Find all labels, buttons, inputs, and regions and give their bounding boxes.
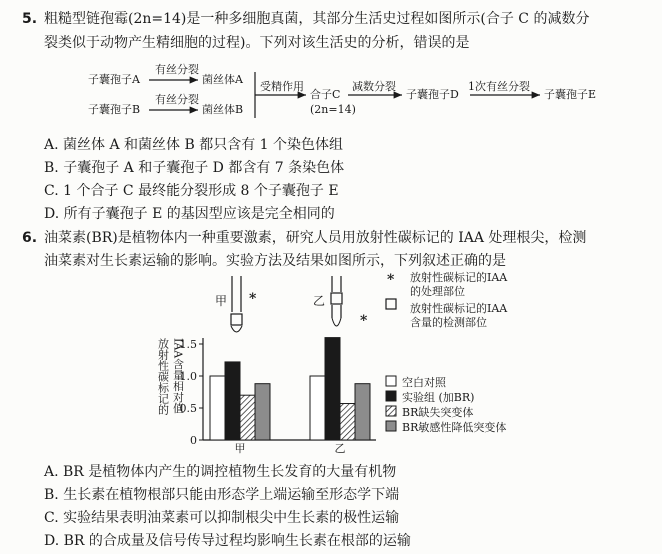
legend-label: 空白对照 <box>402 376 446 389</box>
bar-乙-BR缺失突变体 <box>340 404 355 440</box>
spore-a-label: 子囊孢子A <box>88 73 140 86</box>
q5-stem-line2: 裂类似于动物产生精细胞的过程)。下列对该生活史的分析，错误的是 <box>44 35 470 51</box>
q5-option-d: D. 所有子囊孢子 E 的基因型应该是完全相同的 <box>44 206 335 222</box>
zygote-ploidy-label: (2n=14) <box>310 103 356 116</box>
q5-option-c: C. 1 个合子 C 最终能分裂形成 8 个子囊孢子 E <box>44 183 339 199</box>
bar-乙-BR敏感性降低突变体 <box>355 384 370 440</box>
legend-swatch <box>386 421 396 431</box>
legend-label: 实验组 (加BR) <box>402 391 475 404</box>
bar-甲-BR敏感性降低突变体 <box>255 384 270 440</box>
q6-stem-line2: 油菜素对生长素运输的影响。实验方法及结果如图所示，下列叙述正确的是 <box>44 253 506 269</box>
legend-box-line1: 放射性碳标记的IAA <box>410 302 508 315</box>
legend-swatch <box>386 391 396 401</box>
bar-甲-空白对照 <box>210 376 225 440</box>
q6-option-a: A. BR 是植物体内产生的调控植物生长发育的大量有机物 <box>44 464 397 480</box>
bar-乙-实验组 (加BR) <box>325 338 340 440</box>
meiosis-label: 减数分裂 <box>352 80 396 93</box>
spore-b-label: 子囊孢子B <box>88 103 141 116</box>
q5-option-a: A. 菌丝体 A 和菌丝体 B 都只含有 1 个染色体组 <box>44 137 344 153</box>
bar-甲-实验组 (加BR) <box>225 362 240 440</box>
legend-star-icon: * <box>387 272 395 288</box>
q6-stem-line1: 油菜素(BR)是植物体内一种重要激素，研究人员用放射性碳标记的 IAA 处理根尖，检测 <box>44 230 587 246</box>
mitosis-b-label: 有丝分裂 <box>155 93 199 106</box>
spore-e-label: 子囊孢子E <box>544 88 597 101</box>
y-tick-label: 1.0 <box>179 370 197 383</box>
legend-star-line2: 的处理部位 <box>410 285 465 298</box>
fertilization-label: 受精作用 <box>260 80 304 93</box>
q5-option-b: B. 子囊孢子 A 和子囊孢子 D 都含有 7 条染色体 <box>44 160 345 176</box>
hypha-b-label: 菌丝体B <box>202 103 244 116</box>
q6-number: 6. <box>22 230 38 246</box>
q6-option-c: C. 实验结果表明油菜素可以抑制根尖中生长素的极性运输 <box>44 510 400 526</box>
legend-swatch <box>386 376 396 386</box>
q6-option-b: B. 生长素在植物根部只能由形态学上端运输至形态学下端 <box>44 487 400 503</box>
y-tick-label: 1.5 <box>179 338 197 351</box>
star-jia-icon: * <box>249 291 257 307</box>
hypha-a-label: 菌丝体A <box>202 73 243 86</box>
zygote-label: 合子C <box>310 88 341 101</box>
legend-swatch <box>386 406 396 416</box>
x-category-label: 乙 <box>334 442 346 455</box>
setup-label-yi: 乙 <box>313 294 326 308</box>
q5-stem-line1: 粗糙型链孢霉(2n=14)是一种多细胞真菌，其部分生活史过程如图所示(合子 C 的减数分 <box>44 11 590 27</box>
q5-number: 5. <box>22 11 38 27</box>
y-tick-label: 0 <box>190 434 197 447</box>
y-axis-label-2: IAA含量相对值 <box>171 338 185 414</box>
mitosis-a-label: 有丝分裂 <box>155 63 199 76</box>
one-mitosis-label: 1次有丝分裂 <box>468 80 530 93</box>
legend-box-line2: 含量的检测部位 <box>410 316 487 329</box>
y-axis-label-1: 放射性碳标记的 <box>156 338 170 415</box>
spore-d-label: 子囊孢子D <box>406 88 459 101</box>
legend-label: BR缺失突变体 <box>402 406 474 419</box>
legend-star-line1: 放射性碳标记的IAA <box>410 271 508 284</box>
star-yi-icon: * <box>360 313 368 329</box>
y-tick-label: 0.5 <box>179 402 197 415</box>
setup-label-jia: 甲 <box>215 294 228 308</box>
bar-甲-BR缺失突变体 <box>240 395 255 440</box>
q6-option-d: D. BR 的合成量及信号传导过程均影响生长素在根部的运输 <box>44 533 411 549</box>
legend-label: BR敏感性降低突变体 <box>402 421 507 434</box>
bar-乙-空白对照 <box>310 376 325 440</box>
x-category-label: 甲 <box>234 442 246 455</box>
